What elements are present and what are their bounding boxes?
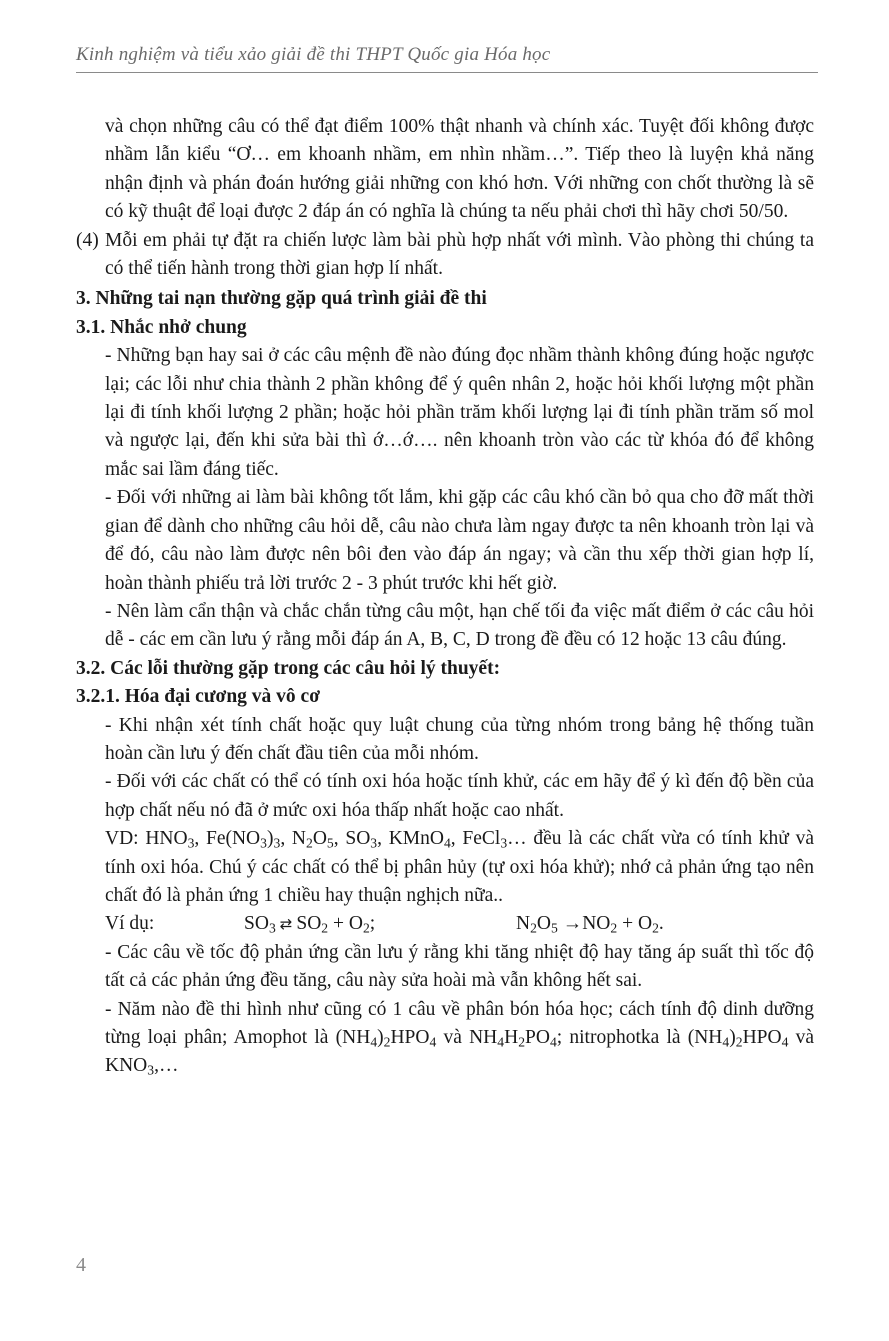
punctuation: ; xyxy=(369,913,376,935)
subscript: 4 xyxy=(370,1034,378,1050)
subscript: 3 xyxy=(273,835,281,851)
chem-formula: NO xyxy=(582,913,611,935)
section-3-1-heading: 3.1. Nhắc nhở chung xyxy=(76,316,247,338)
subscript: 4 xyxy=(443,835,451,851)
chem-formula: O xyxy=(312,828,327,850)
chem-formula: , N xyxy=(280,828,306,850)
bullet-paragraph: - Nên làm cẩn thận và chắc chắn từng câu một, hạn chế tối đa việc mất điểm ở các câu hỏi dễ - các em cần lưu ý rằng mỗi đáp án A, B, C, D trong đề đều có 12 hoặc 13 câu đúng. xyxy=(105,600,814,651)
fertilizer-paragraph xyxy=(76,996,814,1081)
subscript: 4 xyxy=(549,1034,557,1050)
bullet-paragraph: - Khi nhận xét tính chất hoặc quy luật chung của từng nhóm trong bảng hệ thống tuần hoàn cần lưu ý đến chất đầu tiên của mỗi nhóm. xyxy=(105,714,814,764)
bullet-paragraph: - Đối với những ai làm bài không tốt lắm, khi gặp các câu khó cần bỏ qua cho đỡ mất thời gian để dành cho những câu hỏi dễ, câu nào chưa làm ngay được ta nên khoanh tròn lại và để đó, câu nào làm được nên bôi đen vào đáp án ngay; và cần thu xếp thời gian hợp lí, hoàn thành phiếu trả lời trước 2 - 3 phút trước khi hết giờ. xyxy=(105,487,814,594)
subscript: 2 xyxy=(306,835,313,851)
equation-1 xyxy=(244,910,516,938)
chem-formula: , Fe(NO xyxy=(194,828,261,850)
subscript: 3 xyxy=(260,835,267,851)
subscript: 2 xyxy=(383,1034,391,1050)
subscript: 4 xyxy=(429,1034,437,1050)
subscript: 3 xyxy=(147,1062,155,1078)
text-run: ,… xyxy=(154,1055,179,1077)
chem-formula: ) xyxy=(266,828,274,850)
item-number: (4) xyxy=(76,229,99,251)
chem-formula: , KMnO xyxy=(377,828,444,850)
vd-paragraph xyxy=(76,825,814,910)
text-run: và NH xyxy=(436,1027,498,1048)
chem-formula: SO xyxy=(244,913,269,935)
page-number: 4 xyxy=(76,1254,86,1276)
vd-rest: … đều là các chất vừa có tính khử và tính oxi hóa. Chú ý các chất có thể bị phân hủy (tự oxi hóa khử); nhớ cả phản ứng tạo nên chất đó là phản ứng 1 chiều hay thuận nghịch nữa.. xyxy=(105,828,814,906)
subscript: 2 xyxy=(652,920,659,936)
text-run: ) xyxy=(729,1027,736,1048)
chem-formula: HNO xyxy=(145,828,188,850)
subscript: 3 xyxy=(500,835,508,851)
text-run: H xyxy=(504,1027,519,1048)
page-body xyxy=(76,113,814,1081)
bullet-paragraph: - Đối với các chất có thể có tính oxi hóa hoặc tính khử, các em hãy để ý kì đến độ bền của hợp chất nếu nó đã ở mức oxi hóa thấp nhất hoặc cao nhất. xyxy=(105,771,814,821)
text-run: PO xyxy=(525,1027,550,1048)
text-run: ) xyxy=(377,1027,384,1048)
text-run: HPO xyxy=(390,1027,430,1048)
text-run: và KNO xyxy=(105,1027,814,1077)
text-run: ; nitrophotka là (NH xyxy=(556,1027,723,1048)
example-label: Ví dụ: xyxy=(105,913,155,935)
subscript: 3 xyxy=(187,835,195,851)
subscript: 2 xyxy=(518,1034,526,1050)
intro-paragraph: và chọn những câu có thể đạt điểm 100% thật nhanh và chính xác. Tuyệt đối không được nhầm lẫn kiểu “Ơ… em khoanh nhầm, em nhìn nhầm…”. Tiếp theo là luyện khả năng nhận định và phán đoán hướng giải những con khó hơn. Với những con chốt thường là sẽ có kỹ thuật để loại được 2 đáp án có nghĩa là chúng ta nếu phải chơi thì hãy chơi 50/50. xyxy=(105,116,814,223)
chem-formula: + O xyxy=(328,913,363,935)
text-run: HPO xyxy=(742,1027,782,1048)
subscript: 2 xyxy=(362,920,370,936)
text-run: - Năm nào đề thi hình như cũng có 1 câu về phân bón hóa học; cách tính độ dinh dưỡng từng loại phân; Amophot là (NH xyxy=(105,998,814,1048)
subscript: 2 xyxy=(530,920,537,936)
subscript: 5 xyxy=(551,920,558,936)
chem-formula: N xyxy=(516,913,531,935)
equilibrium-arrow-icon: ⇄ xyxy=(279,915,293,934)
section-3-2-1-heading: 3.2.1. Hóa đại cương và vô cơ xyxy=(76,686,321,708)
bullet-paragraph: - Các câu về tốc độ phản ứng cần lưu ý rằng khi tăng nhiệt độ hay tăng áp suất thì tốc độ tất cả các phản ứng đều tăng, câu này sửa hoài mà vẫn không hết sai. xyxy=(105,941,814,992)
chem-formula: O xyxy=(536,913,552,935)
vd-prefix: VD: xyxy=(105,828,146,850)
subscript: 4 xyxy=(722,1034,730,1050)
bullet-paragraph: - Những bạn hay sai ở các câu mệnh đề nào đúng đọc nhầm thành không đúng hoặc ngược lại; các lỗi như chia thành 2 phần không để ý quên nhân 2, hoặc hỏi khối lượng một phần lại đi tính khối lượng 2 phần; hoặc hỏi phần trăm khối lượng lại đi tính phần trăm số mol và ngược lại, đến khi sửa bài thì ớ…ớ…. nên khoanh tròn vào các từ khóa đó để không mắc sai lầm đáng tiếc. xyxy=(105,345,814,480)
chem-formula: + O xyxy=(617,913,653,935)
header-rule xyxy=(76,72,818,73)
subscript: 5 xyxy=(326,835,334,851)
equation-2 xyxy=(516,910,664,938)
chem-formula: , FeCl xyxy=(450,828,501,850)
section-3-2-heading: 3.2. Các lỗi thường gặp trong các câu hỏi lý thuyết: xyxy=(76,657,501,679)
subscript: 3 xyxy=(268,920,276,936)
item-text: Mỗi em phải tự đặt ra chiến lược làm bài phù hợp nhất với mình. Vào phòng thi chúng ta có thể tiến hành trong thời gian hợp lí nhất. xyxy=(105,229,814,280)
numbered-item-4 xyxy=(76,227,814,284)
subscript: 4 xyxy=(781,1034,789,1050)
chem-formula: , SO xyxy=(333,828,371,850)
example-equations xyxy=(76,910,814,938)
subscript: 4 xyxy=(497,1034,505,1050)
running-header: Kinh nghiệm và tiểu xảo giải đề thi THPT Quốc gia Hóa học xyxy=(76,44,551,65)
chem-formula: SO xyxy=(296,913,322,935)
punctuation: . xyxy=(658,913,664,935)
subscript: 2 xyxy=(321,920,329,936)
subscript: 3 xyxy=(370,835,378,851)
subscript: 2 xyxy=(610,920,618,936)
subscript: 2 xyxy=(735,1034,743,1050)
section-3-heading: 3. Những tai nạn thường gặp quá trình giải đề thi xyxy=(76,288,487,310)
reaction-arrow-icon: → xyxy=(557,913,583,935)
